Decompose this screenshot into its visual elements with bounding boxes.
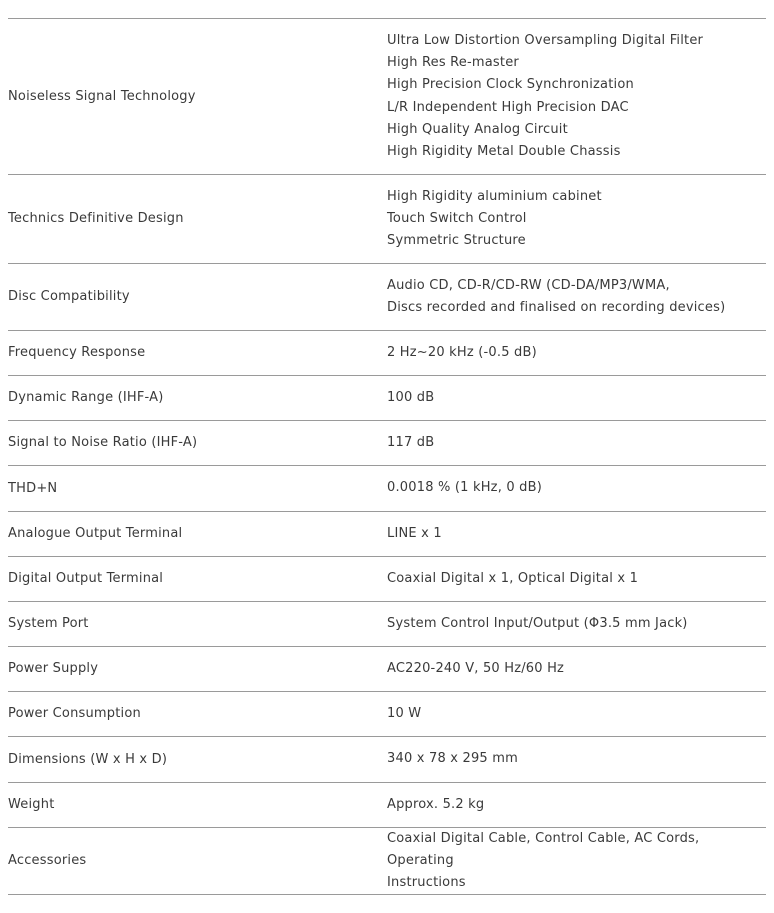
spec-values — [387, 186, 766, 253]
spec-value: 340 x 78 x 295 mm — [387, 751, 518, 767]
spec-value: 100 dB — [387, 389, 435, 405]
spec-values — [387, 523, 766, 545]
spec-label: Dimensions (W x H x D) — [8, 751, 168, 767]
spec-label: Weight — [8, 797, 55, 812]
spec-values — [387, 342, 766, 364]
spec-value: Coaxial Digital x 1, Optical Digital x 1 — [387, 570, 639, 586]
spec-row-signal-to-noise-ratio — [8, 421, 766, 466]
spec-value: Approx. 5.2 kg — [387, 796, 485, 812]
spec-label: Signal to Noise Ratio (IHF-A) — [8, 435, 198, 450]
spec-row-accessories — [8, 828, 766, 895]
spec-value: 117 dB — [387, 434, 435, 450]
spec-value: System Control Input/Output (Φ3.5 mm Jack) — [387, 615, 688, 631]
spec-values — [387, 613, 766, 635]
spec-value: Discs recorded and finalised on recording devices) — [387, 300, 726, 315]
spec-label: System Port — [8, 616, 89, 631]
spec-values — [387, 477, 766, 499]
spec-label: Accessories — [8, 853, 87, 868]
spec-table — [8, 18, 766, 895]
spec-value: Touch Switch Control — [387, 210, 527, 226]
spec-values — [387, 748, 766, 770]
spec-label: THD+N — [8, 480, 58, 496]
spec-values — [387, 794, 766, 816]
spec-row-power-supply — [8, 647, 766, 692]
spec-value: AC220-240 V, 50 Hz/60 Hz — [387, 660, 565, 676]
spec-value: High Precision Clock Synchronization — [387, 77, 634, 93]
spec-label: Frequency Response — [8, 345, 146, 360]
spec-label: Digital Output Terminal — [8, 571, 164, 586]
spec-value: High Rigidity aluminium cabinet — [387, 188, 602, 204]
spec-label: Technics Definitive Design — [8, 211, 184, 226]
spec-row-analogue-output-terminal — [8, 512, 766, 557]
spec-value: High Res Re-master — [387, 55, 519, 71]
spec-value: Instructions — [387, 875, 466, 891]
spec-row-digital-output-terminal — [8, 557, 766, 602]
spec-row-power-consumption — [8, 692, 766, 737]
spec-value: LINE x 1 — [387, 525, 442, 541]
spec-values — [387, 432, 766, 454]
spec-values — [387, 703, 766, 725]
spec-value: L/R Independent High Precision DAC — [387, 99, 629, 115]
spec-row-noiseless-signal-technology — [8, 19, 766, 175]
spec-values — [387, 658, 766, 680]
spec-label: Analogue Output Terminal — [8, 526, 183, 541]
spec-values — [387, 30, 766, 163]
spec-values — [387, 568, 766, 590]
spec-row-dimensions — [8, 737, 766, 783]
spec-values — [387, 275, 766, 319]
spec-row-disc-compatibility — [8, 264, 766, 331]
spec-value: Ultra Low Distortion Oversampling Digital Filter — [387, 32, 704, 48]
spec-value: 0.0018 % (1 kHz, 0 dB) — [387, 480, 543, 496]
spec-row-dynamic-range — [8, 376, 766, 421]
spec-label: Power Supply — [8, 661, 99, 676]
spec-row-frequency-response — [8, 331, 766, 376]
spec-row-system-port — [8, 602, 766, 647]
spec-values — [387, 828, 766, 895]
spec-value: High Rigidity Metal Double Chassis — [387, 143, 621, 159]
spec-label: Power Consumption — [8, 706, 141, 721]
spec-label: Dynamic Range (IHF-A) — [8, 390, 164, 405]
spec-value: 2 Hz~20 kHz (-0.5 dB) — [387, 344, 537, 360]
spec-values — [387, 387, 766, 409]
spec-value: Symmetric Structure — [387, 233, 526, 249]
spec-value: Audio CD, CD-R/CD-RW (CD-DA/MP3/WMA, — [387, 277, 670, 293]
spec-value: 10 W — [387, 705, 422, 721]
spec-row-thd-n — [8, 466, 766, 512]
spec-row-weight — [8, 783, 766, 828]
spec-label: Noiseless Signal Technology — [8, 88, 196, 104]
spec-value: High Quality Analog Circuit — [387, 121, 568, 137]
spec-value: Coaxial Digital Cable, Control Cable, AC Cords, Operating — [387, 830, 700, 868]
spec-row-technics-definitive-design — [8, 175, 766, 264]
spec-label: Disc Compatibility — [8, 289, 130, 304]
